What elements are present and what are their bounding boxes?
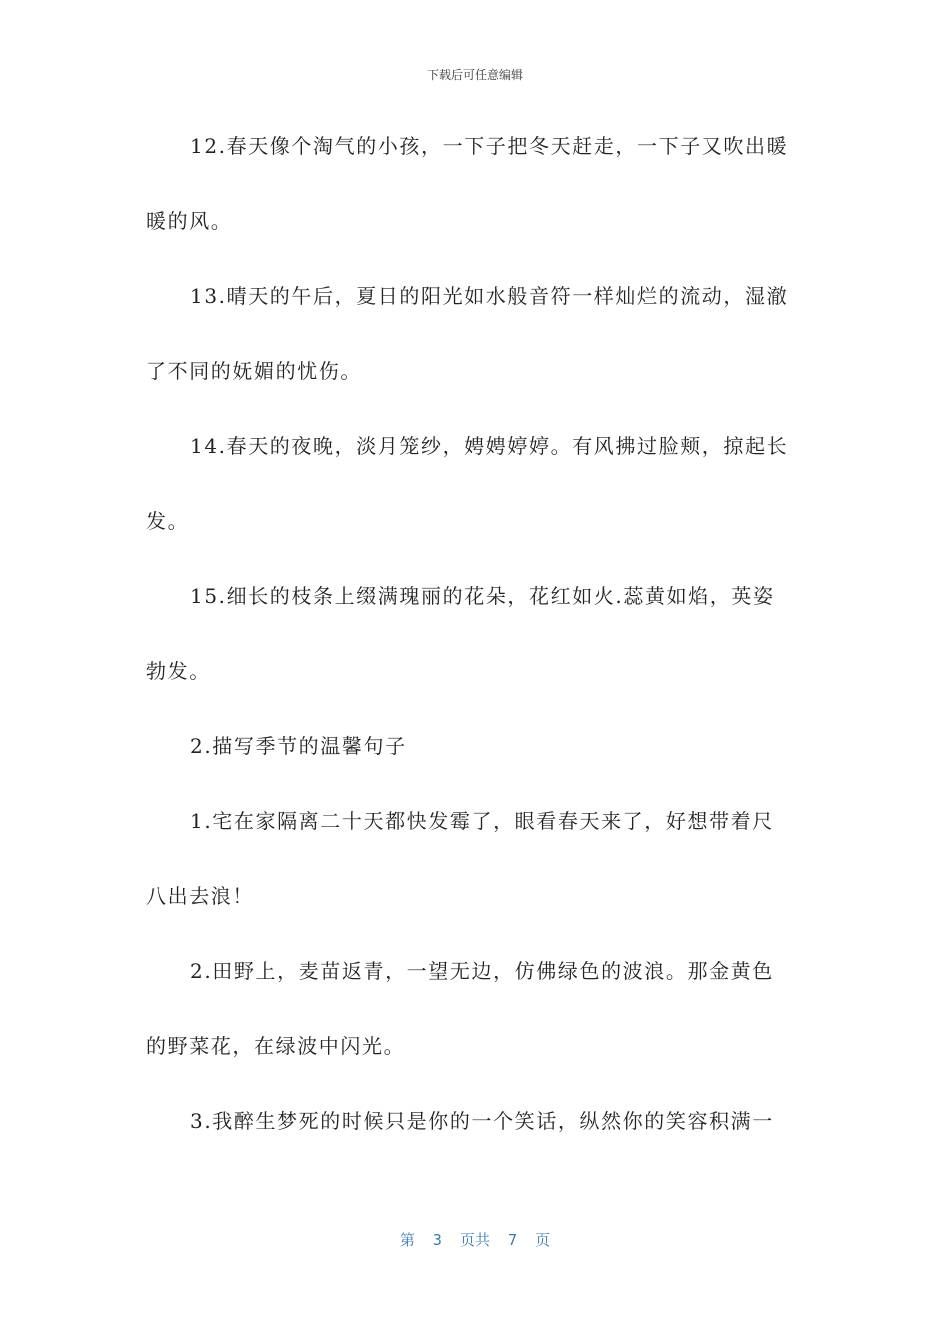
paragraph-line: 了不同的妩媚的忧伤。: [146, 359, 362, 383]
section-heading: 2.描写季节的温馨句子: [190, 734, 407, 758]
paragraph-line: 发。: [146, 509, 190, 533]
paragraph-line: 2.田野上，麦苗返青，一望无边，仿佛绿色的波浪。那金黄色: [190, 959, 774, 983]
paragraph-line: 勃发。: [146, 659, 211, 683]
paragraph-line: 3.我醉生梦死的时候只是你的一个笑话，纵然你的笑容积满一: [190, 1109, 774, 1133]
page-header: 下载后可任意编辑: [426, 68, 523, 82]
paragraph-line: 的野菜花，在绿波中闪光。: [146, 1034, 406, 1058]
paragraph-line: 15.细长的枝条上缀满瑰丽的花朵，花红如火.蕊黄如焰，英姿: [190, 584, 775, 608]
paragraph-line: 13.晴天的午后，夏日的阳光如水般音符一样灿烂的流动，湿澈: [190, 284, 789, 308]
paragraph-line: 12.春天像个淘气的小孩，一下子把冬天赶走，一下子又吹出暖: [190, 134, 789, 158]
page-number-footer: 第 3 页共 7 页: [399, 1231, 551, 1249]
paragraph-line: 14.春天的夜晚，淡月笼纱，娉娉婷婷。有风拂过脸颊，掠起长: [190, 434, 789, 458]
paragraph-line: 暖的风。: [146, 209, 233, 233]
document-body: [146, 127, 806, 1177]
paragraph-line: 1.宅在家隔离二十天都快发霉了，眼看春天来了，好想带着尺: [190, 809, 774, 833]
paragraph-line: 八出去浪！: [146, 884, 254, 908]
